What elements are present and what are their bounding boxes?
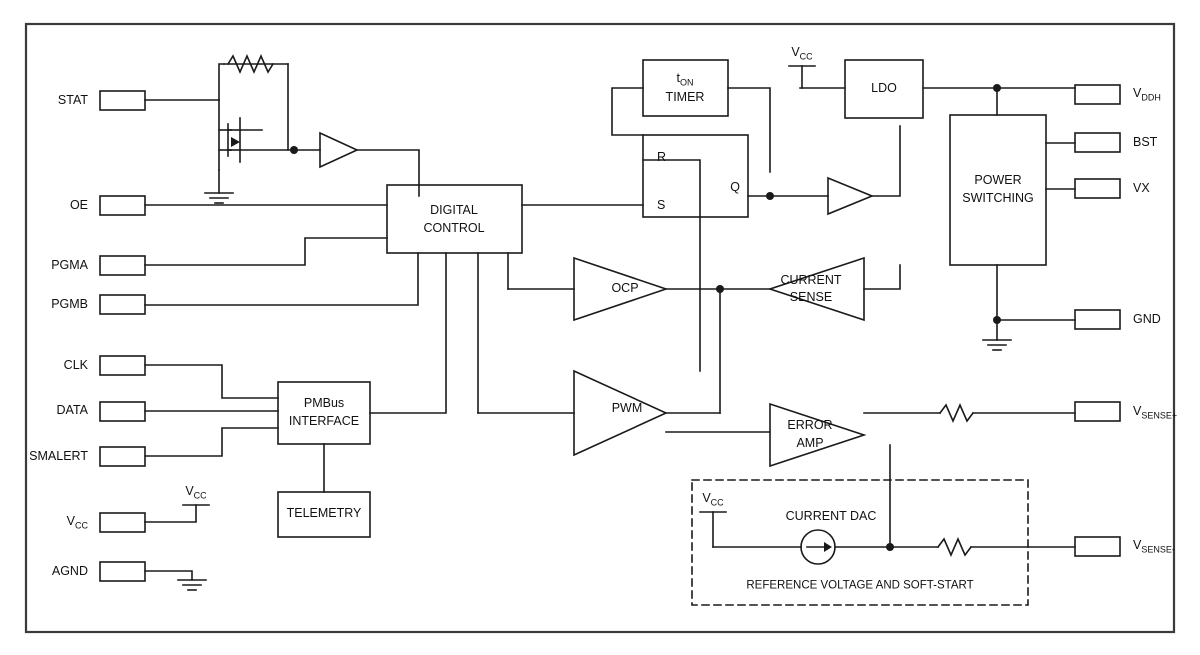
block-label-power-switching: POWER xyxy=(974,173,1022,188)
net-pmbus-to-digital xyxy=(370,253,446,413)
pin-label-stat: STAT xyxy=(57,93,88,108)
pin-pad-agnd xyxy=(100,562,145,581)
net-vcc-pin xyxy=(145,505,196,522)
pin-label-pgma: PGMA xyxy=(51,258,88,273)
block-label-current-sense-2: SENSE xyxy=(789,290,833,305)
block-current-sense xyxy=(770,258,864,320)
net-clk xyxy=(145,365,278,398)
latch-label-r: R xyxy=(657,150,667,165)
pin-pad-vsense-n xyxy=(1075,537,1120,556)
block-label-current-dac: CURRENT DAC xyxy=(785,509,877,524)
block-label-ton-timer: $t_{ON}$ xyxy=(676,70,694,88)
pin-pad-vcc xyxy=(100,513,145,532)
block-label-telemetry: TELEMETRY xyxy=(286,506,362,521)
block-label-error-amp: ERROR xyxy=(787,418,833,433)
net-pgma xyxy=(145,238,387,265)
pin-pad-stat xyxy=(100,91,145,110)
pin-pad-vddh xyxy=(1075,85,1120,104)
block-label-pmbus: PMBus xyxy=(303,396,345,411)
net-smalert xyxy=(145,428,278,456)
rail-label-vcc-pin: $V_{CC}$ xyxy=(185,483,207,501)
pin-pad-gnd xyxy=(1075,310,1120,329)
pin-pad-pgma xyxy=(100,256,145,275)
pin-pad-pgmb xyxy=(100,295,145,314)
pin-pad-bst xyxy=(1075,133,1120,152)
junction-stat-gate xyxy=(290,146,298,154)
block-digital-control xyxy=(387,185,522,253)
resistor-vsense-p xyxy=(940,405,973,421)
block-power-switching xyxy=(950,115,1046,265)
net-timer-feedback xyxy=(612,88,643,135)
pin-label-vx: VX xyxy=(1133,181,1150,196)
block-label-current-sense: CURRENT xyxy=(780,273,842,288)
block-label-error-amp-2: AMP xyxy=(796,436,824,451)
pin-label-vsense-n: $V_{SENSE-}$ xyxy=(1133,537,1175,555)
block-label-digital-control: DIGITAL xyxy=(430,203,478,218)
pin-label-vddh: $V_{DDH}$ xyxy=(1133,85,1161,103)
pin-label-agnd: AGND xyxy=(51,564,88,579)
group-caption-reference-soft-start: REFERENCE VOLTAGE AND SOFT-START xyxy=(746,579,974,592)
buffer-stat-driver xyxy=(320,133,357,167)
buffer-gate-driver xyxy=(828,178,872,214)
net-timer-to-latch-q-line xyxy=(728,88,770,172)
junction-latch-q xyxy=(766,192,774,200)
block-label-ton-timer-2: TIMER xyxy=(665,90,705,105)
block-label-pmbus-2: INTERFACE xyxy=(288,414,360,429)
net-stat-up xyxy=(219,64,224,100)
pin-label-smalert: SMALERT xyxy=(29,449,88,464)
net-current-sense-to-power xyxy=(864,265,900,289)
net-pwm-to-latch-r xyxy=(643,160,700,371)
mosfet-body-arrow xyxy=(231,137,240,147)
block-error-amp xyxy=(770,404,864,466)
block-label-power-switching-2: SWITCHING xyxy=(962,191,1034,206)
net-agnd xyxy=(145,571,192,580)
block-label-ldo: LDO xyxy=(871,81,897,96)
pin-label-pgmb: PGMB xyxy=(51,297,88,312)
pin-pad-smalert xyxy=(100,447,145,466)
net-driver-to-power-switching xyxy=(872,126,900,196)
resistor-vsense-n xyxy=(938,539,971,555)
latch-label-q: Q xyxy=(730,180,740,195)
pin-pad-vsense-p xyxy=(1075,402,1120,421)
pin-label-vcc: $V_{CC}$ xyxy=(66,513,88,531)
net-pgmb xyxy=(145,253,418,305)
block-pmbus-interface xyxy=(278,382,370,444)
pin-pad-oe xyxy=(100,196,145,215)
pin-label-oe: OE xyxy=(69,198,88,213)
net-buffer-to-digital xyxy=(357,150,419,196)
rail-label-vcc-ldo: $V_{CC}$ xyxy=(791,44,813,62)
pin-label-bst: BST xyxy=(1133,135,1158,150)
pin-pad-data xyxy=(100,402,145,421)
block-label-digital-control-2: CONTROL xyxy=(423,221,485,236)
pin-pad-vx xyxy=(1075,179,1120,198)
rail-label-vcc-dac: $V_{CC}$ xyxy=(702,490,724,508)
pin-label-clk: CLK xyxy=(63,358,88,373)
latch-label-s: S xyxy=(657,198,666,213)
block-label-pwm: PWM xyxy=(611,401,643,416)
pin-label-gnd: GND xyxy=(1133,312,1161,327)
block-label-ocp: OCP xyxy=(611,281,639,296)
dac-arrow-head xyxy=(824,542,832,552)
pin-label-vsense-p: $V_{SENSE+}$ xyxy=(1133,403,1178,421)
pin-label-data: DATA xyxy=(56,403,88,418)
pin-pad-clk xyxy=(100,356,145,375)
